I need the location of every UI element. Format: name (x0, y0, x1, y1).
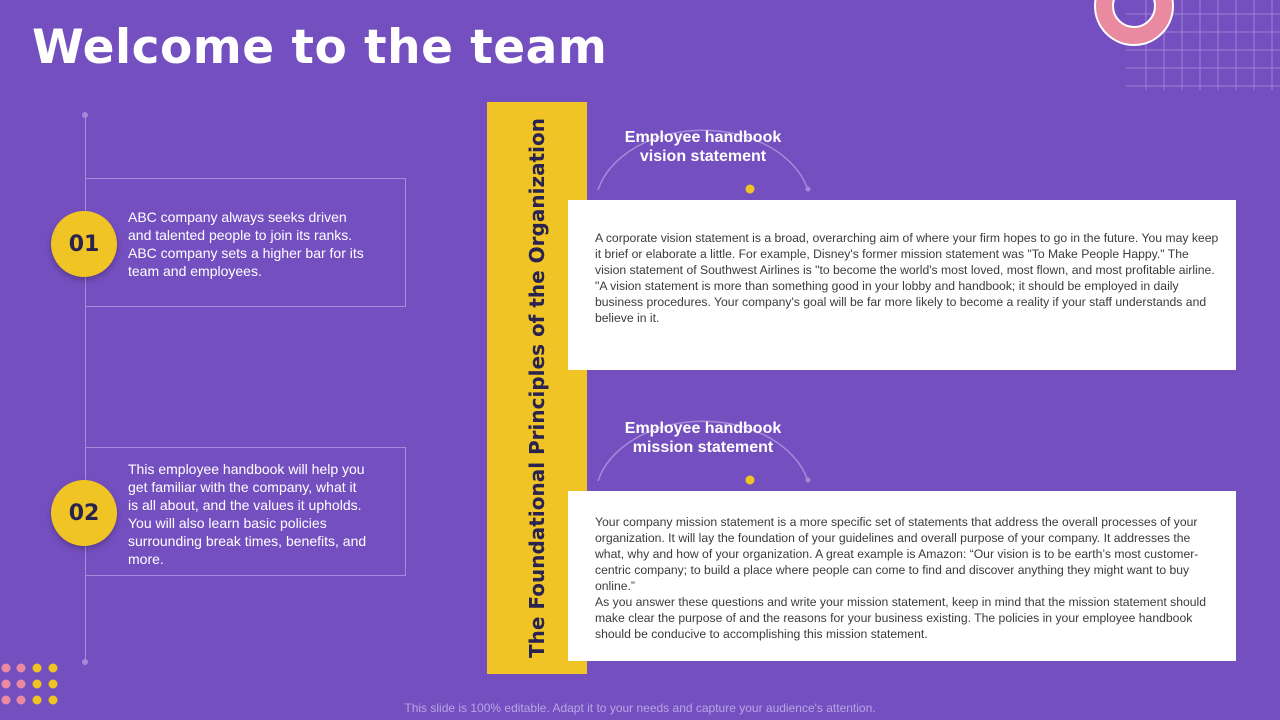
timeline-bottom-dot (82, 659, 88, 665)
point-number-badge-01: 01 (51, 211, 117, 277)
mission-content-box (568, 491, 1236, 661)
timeline-top-dot (82, 112, 88, 118)
point-number-badge-02: 02 (51, 480, 117, 546)
footer-note: This slide is 100% editable. Adapt it to your needs and capture your audience's attention. (404, 701, 876, 715)
point-text-02: This employee handbook will help you get familiar with the company, what it is all about, and the values it upholds. You will also learn basic policies surrounding break times, benefits, and more. (128, 461, 367, 567)
principles-band-label: The Foundational Principles of the Organization (525, 118, 549, 658)
mission-paragraph-2: As you answer these questions and write your mission statement, keep in mind that the mission statement should make clear the purpose of and the reasons for your business existing. The policies in your employee handbook should be conducive to accomplishing this mission statement. (595, 595, 1207, 641)
vision-content-box (568, 200, 1236, 370)
page-title: Welcome to the team (32, 20, 608, 75)
point-text-01: ABC company always seeks driven and talented people to join its ranks. ABC company sets a higher bar for its team and employees. (128, 209, 364, 279)
vision-paragraph-1: A corporate vision statement is a broad, overarching aim of where your firm hopes to go in the future. You may keep it brief or elaborate a little. For example, Disney's former mission statement was "To Make People Happy." The vision statement of Southwest Airlines is "to become the world's most loved, most flown, and most profitable airline. (595, 231, 1219, 277)
dot-pattern-decoration (0, 662, 64, 706)
vision-heading: Employee handbook vision statement (624, 129, 782, 165)
vision-paragraph-2: "A vision statement is more than something good in your lobby and handbook; it should be employed in daily business procedures. Your company's goal will be far more likely to become a reality if your staff understands and believe in it. (595, 279, 1207, 325)
mission-paragraph-1: Your company mission statement is a more specific set of statements that address the overall processes of your organization. It will lay the foundation of your guidelines and overall purpose of your company. It addresses the what, why and how of your organization. A great example is Amazon: “Our vision is to be earth’s most customer-centric company; to build a place where people can come to find and discover anything they might want to buy online.” (595, 515, 1199, 593)
mission-heading: Employee handbook mission statement (624, 420, 782, 456)
ring-decoration (1094, 0, 1174, 46)
